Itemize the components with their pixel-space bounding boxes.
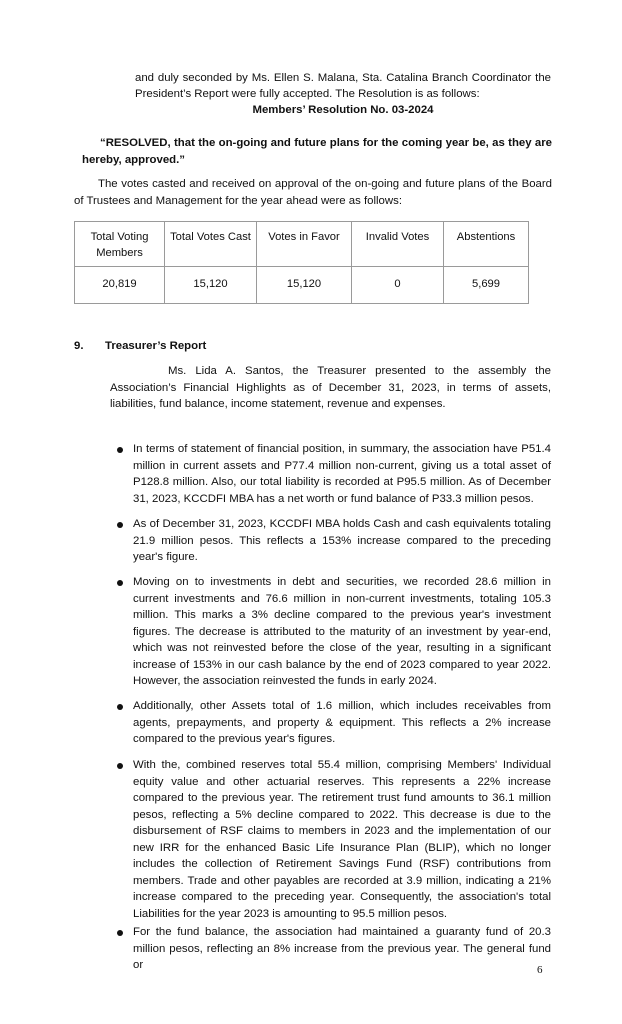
bullet-icon (117, 580, 123, 586)
value-votes-in-favor: 15,120 (257, 267, 352, 304)
bullet-icon (117, 447, 123, 453)
bullet-icon (117, 704, 123, 710)
bullet-icon (117, 522, 123, 528)
intro-line-2: President’s Report were fully accepted. The Resolution is as follows: (135, 88, 480, 100)
section-number: 9. (74, 340, 84, 352)
intro-line-1: and duly seconded by Ms. Ellen S. Malana, Sta. Catalina Branch Coordinator the (135, 72, 551, 84)
header-total-votes-cast: Total Votes Cast (165, 222, 257, 267)
bullet-reserves: With the, combined reserves total 55.4 million, comprising Members' Individual equity value and other actuarial reserves. This represents a 22% increase compared to the previous year. The retirement trust fund amounts to 36.1 million pesos, reflecting a 5% decline compared to 2022. This decrease is due to the disbursement of RSF claims to members in 2023 and the implementation of our new IRR for the enhanced Basic Life Insurance Plan (BLIP), which no longer includes the collection of Retirement Savings Fund (RSF) contributions from members. Trade and other payables are recorded at 3.9 million, indicating a 21% increase compared to the preceding year. Consequently, the association's total Liabilities for the year 2023 is amounting to 95.5 million pesos. (133, 759, 551, 920)
value-total-votes-cast: 15,120 (165, 267, 257, 304)
bullet-cash: As of December 31, 2023, KCCDFI MBA holds Cash and cash equivalents totaling 21.9 million pesos. This reflects a 153% increase compared to the preceding year's figure. (133, 518, 551, 563)
header-invalid-votes: Invalid Votes (352, 222, 444, 267)
resolution-text: “RESOLVED, that the on-going and future plans for the coming year be, as they are hereby, approved.” (82, 137, 552, 166)
value-abstentions: 5,699 (444, 267, 529, 304)
votes-table (74, 221, 529, 304)
bullet-financial-position: In terms of statement of financial position, in summary, the association have P51.4 million in current assets and P77.4 million non-current, giving us a total asset of P128.8 million. Also, our total liability is recorded at P95.5 million. As of December 31, 2023, KCCDFI MBA has a net worth or fund balance of P33.3 million pesos. (133, 443, 551, 505)
votes-intro: The votes casted and received on approval of the on-going and future plans of the Board of Trustees and Management for the year ahead were as follows: (74, 178, 552, 207)
bullet-icon (117, 930, 123, 936)
bullet-fund-balance: For the fund balance, the association had maintained a guaranty fund of 20.3 million pesos, reflecting an 8% increase from the previous year. The general fund or (133, 926, 551, 971)
resolution-title: Members’ Resolution No. 03-2024 (252, 104, 434, 116)
bullet-icon (117, 763, 123, 769)
votes-table-header-row (75, 222, 529, 267)
bullet-investments: Moving on to investments in debt and securities, we recorded 28.6 million in current investments and 76.6 million in non-current investments, totaling 105.3 million. This marks a 3% decline compared to the previous year's investment figures. The decrease is attributed to the maturity of an investment by year-end, which was not reinvested before the close of the year, resulting in a significant increase of 153% in our cash balance by the end of 2023 compared to year 2022. However, the association reinvested the funds in early 2024. (133, 576, 551, 687)
header-total-voting-members: Total Voting Members (75, 222, 165, 267)
votes-table-value-row (75, 267, 529, 304)
treasurer-intro: Ms. Lida A. Santos, the Treasurer presented to the assembly the Association’s Financial Highlights as of December 31, 2023, in terms of assets, liabilities, fund balance, income statement, revenue and expenses. (110, 365, 551, 410)
value-invalid-votes: 0 (352, 267, 444, 304)
bullet-other-assets: Additionally, other Assets total of 1.6 million, which includes receivables from agents, prepayments, and property & equipment. This reflects a 2% increase compared to the previous year's figures. (133, 700, 551, 745)
page-number: 6 (537, 964, 543, 976)
value-total-voting-members: 20,819 (75, 267, 165, 304)
header-abstentions: Abstentions (444, 222, 529, 267)
header-votes-in-favor: Votes in Favor (257, 222, 352, 267)
section-title: Treasurer’s Report (105, 340, 207, 352)
